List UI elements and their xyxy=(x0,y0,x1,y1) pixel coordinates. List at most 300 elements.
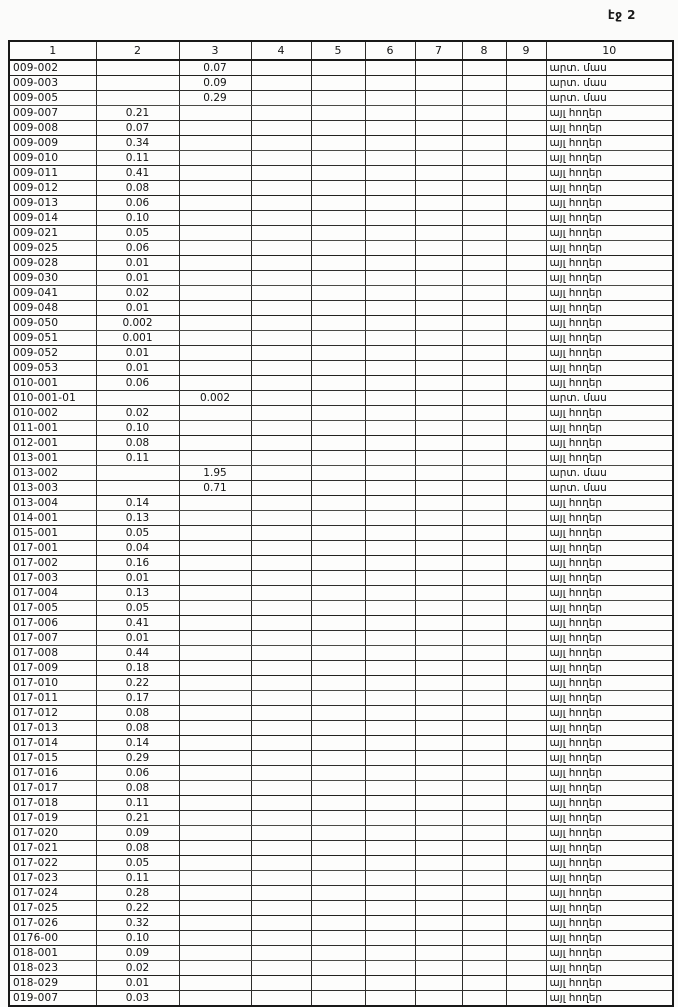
empty-cell xyxy=(311,706,365,721)
empty-cell xyxy=(415,961,462,976)
empty-cell xyxy=(251,166,311,181)
parcel-code-cell: 009-053 xyxy=(9,361,96,376)
value-col3-cell xyxy=(179,556,251,571)
value-col3-cell xyxy=(179,631,251,646)
empty-cell xyxy=(251,781,311,796)
land-type-cell: այլ հողեր xyxy=(546,241,673,256)
empty-cell xyxy=(462,571,506,586)
value-col3-cell xyxy=(179,721,251,736)
empty-cell xyxy=(365,661,415,676)
land-type-cell: այլ հողեր xyxy=(546,271,673,286)
empty-cell xyxy=(415,331,462,346)
empty-cell xyxy=(462,661,506,676)
empty-cell xyxy=(506,391,546,406)
value-col3-cell xyxy=(179,826,251,841)
value-col3-cell xyxy=(179,616,251,631)
empty-cell xyxy=(251,60,311,76)
empty-cell xyxy=(415,586,462,601)
empty-cell xyxy=(365,121,415,136)
parcel-code-cell: 012-001 xyxy=(9,436,96,451)
land-type-cell: այլ հողեր xyxy=(546,121,673,136)
value-col3-cell xyxy=(179,691,251,706)
value-col3-cell xyxy=(179,121,251,136)
empty-cell xyxy=(311,331,365,346)
empty-cell xyxy=(251,811,311,826)
value-col2-cell: 0.01 xyxy=(96,271,179,286)
column-header-7: 7 xyxy=(415,41,462,60)
land-type-cell: այլ հողեր xyxy=(546,796,673,811)
land-type-cell: այլ հողեր xyxy=(546,781,673,796)
parcel-code-cell: 009-048 xyxy=(9,301,96,316)
empty-cell xyxy=(311,271,365,286)
empty-cell xyxy=(365,586,415,601)
land-type-cell: այլ հողեր xyxy=(546,691,673,706)
land-type-cell: այլ հողեր xyxy=(546,136,673,151)
empty-cell xyxy=(506,196,546,211)
empty-cell xyxy=(311,466,365,481)
empty-cell xyxy=(415,361,462,376)
parcel-code-cell: 017-019 xyxy=(9,811,96,826)
empty-cell xyxy=(311,781,365,796)
empty-cell xyxy=(365,826,415,841)
parcel-code-cell: 009-009 xyxy=(9,136,96,151)
empty-cell xyxy=(311,931,365,946)
land-type-cell: այլ հողեր xyxy=(546,871,673,886)
empty-cell xyxy=(462,616,506,631)
empty-cell xyxy=(311,826,365,841)
empty-cell xyxy=(311,856,365,871)
value-col3-cell xyxy=(179,571,251,586)
empty-cell xyxy=(415,706,462,721)
parcel-code-cell: 017-014 xyxy=(9,736,96,751)
empty-cell xyxy=(506,841,546,856)
empty-cell xyxy=(506,616,546,631)
value-col2-cell: 0.10 xyxy=(96,931,179,946)
empty-cell xyxy=(462,511,506,526)
empty-cell xyxy=(251,211,311,226)
value-col3-cell xyxy=(179,706,251,721)
empty-cell xyxy=(415,571,462,586)
empty-cell xyxy=(506,346,546,361)
table-row xyxy=(9,151,673,166)
table-row xyxy=(9,601,673,616)
empty-cell xyxy=(415,811,462,826)
empty-cell xyxy=(506,526,546,541)
land-type-cell: արտ. մաս xyxy=(546,76,673,91)
table-row xyxy=(9,181,673,196)
empty-cell xyxy=(251,901,311,916)
empty-cell xyxy=(462,706,506,721)
empty-cell xyxy=(251,361,311,376)
parcel-code-cell: 009-021 xyxy=(9,226,96,241)
land-type-cell: այլ հողեր xyxy=(546,616,673,631)
empty-cell xyxy=(462,541,506,556)
empty-cell xyxy=(311,346,365,361)
empty-cell xyxy=(415,886,462,901)
land-type-cell: այլ հողեր xyxy=(546,556,673,571)
empty-cell xyxy=(365,646,415,661)
empty-cell xyxy=(311,436,365,451)
empty-cell xyxy=(415,856,462,871)
empty-cell xyxy=(415,931,462,946)
land-type-cell: այլ հողեր xyxy=(546,406,673,421)
empty-cell xyxy=(311,991,365,1007)
land-type-cell: այլ հողեր xyxy=(546,211,673,226)
column-header-6: 6 xyxy=(365,41,415,60)
table-row xyxy=(9,781,673,796)
empty-cell xyxy=(415,60,462,76)
value-col2-cell: 0.08 xyxy=(96,436,179,451)
land-type-cell: այլ հողեր xyxy=(546,331,673,346)
parcel-code-cell: 017-022 xyxy=(9,856,96,871)
parcel-code-cell: 017-025 xyxy=(9,901,96,916)
empty-cell xyxy=(311,406,365,421)
land-type-cell: այլ հողեր xyxy=(546,841,673,856)
table-row xyxy=(9,736,673,751)
empty-cell xyxy=(365,556,415,571)
value-col3-cell xyxy=(179,781,251,796)
parcel-code-cell: 009-013 xyxy=(9,196,96,211)
empty-cell xyxy=(462,991,506,1007)
empty-cell xyxy=(415,556,462,571)
empty-cell xyxy=(506,961,546,976)
empty-cell xyxy=(415,541,462,556)
empty-cell xyxy=(365,181,415,196)
parcel-code-cell: 010-001-01 xyxy=(9,391,96,406)
empty-cell xyxy=(251,826,311,841)
value-col2-cell xyxy=(96,60,179,76)
value-col2-cell: 0.05 xyxy=(96,601,179,616)
empty-cell xyxy=(415,691,462,706)
parcel-code-cell: 017-001 xyxy=(9,541,96,556)
empty-cell xyxy=(462,451,506,466)
empty-cell xyxy=(415,256,462,271)
empty-cell xyxy=(311,136,365,151)
parcel-code-cell: 017-017 xyxy=(9,781,96,796)
empty-cell xyxy=(251,946,311,961)
empty-cell xyxy=(506,481,546,496)
empty-cell xyxy=(365,781,415,796)
column-header-8: 8 xyxy=(462,41,506,60)
land-type-cell: այլ հողեր xyxy=(546,376,673,391)
empty-cell xyxy=(251,631,311,646)
empty-cell xyxy=(506,676,546,691)
empty-cell xyxy=(415,946,462,961)
land-type-cell: այլ հողեր xyxy=(546,901,673,916)
empty-cell xyxy=(415,526,462,541)
table-row xyxy=(9,60,673,76)
empty-cell xyxy=(462,556,506,571)
empty-cell xyxy=(311,916,365,931)
land-type-cell: այլ հողեր xyxy=(546,586,673,601)
parcel-code-cell: 017-003 xyxy=(9,571,96,586)
value-col2-cell: 0.11 xyxy=(96,796,179,811)
parcel-code-cell: 017-026 xyxy=(9,916,96,931)
empty-cell xyxy=(365,391,415,406)
empty-cell xyxy=(462,496,506,511)
empty-cell xyxy=(365,451,415,466)
table-row xyxy=(9,871,673,886)
value-col2-cell xyxy=(96,391,179,406)
value-col2-cell: 0.10 xyxy=(96,211,179,226)
empty-cell xyxy=(462,811,506,826)
empty-cell xyxy=(506,691,546,706)
empty-cell xyxy=(365,421,415,436)
empty-cell xyxy=(311,301,365,316)
value-col2-cell: 0.08 xyxy=(96,181,179,196)
empty-cell xyxy=(251,241,311,256)
empty-cell xyxy=(415,166,462,181)
empty-cell xyxy=(311,751,365,766)
empty-cell xyxy=(251,601,311,616)
empty-cell xyxy=(251,796,311,811)
empty-cell xyxy=(506,256,546,271)
empty-cell xyxy=(506,931,546,946)
empty-cell xyxy=(506,166,546,181)
empty-cell xyxy=(365,436,415,451)
value-col3-cell xyxy=(179,151,251,166)
empty-cell xyxy=(311,946,365,961)
value-col2-cell: 0.08 xyxy=(96,721,179,736)
table-row xyxy=(9,511,673,526)
empty-cell xyxy=(251,841,311,856)
table-row xyxy=(9,166,673,181)
empty-cell xyxy=(506,376,546,391)
land-type-cell: այլ հողեր xyxy=(546,751,673,766)
land-type-cell: այլ հողեր xyxy=(546,106,673,121)
value-col3-cell xyxy=(179,226,251,241)
value-col2-cell: 0.11 xyxy=(96,871,179,886)
table-row xyxy=(9,556,673,571)
empty-cell xyxy=(415,91,462,106)
parcel-code-cell: 009-050 xyxy=(9,316,96,331)
empty-cell xyxy=(365,931,415,946)
empty-cell xyxy=(462,211,506,226)
empty-cell xyxy=(251,976,311,991)
empty-cell xyxy=(415,181,462,196)
empty-cell xyxy=(365,571,415,586)
value-col2-cell: 0.06 xyxy=(96,196,179,211)
empty-cell xyxy=(251,406,311,421)
value-col3-cell xyxy=(179,316,251,331)
land-type-cell: այլ հողեր xyxy=(546,976,673,991)
empty-cell xyxy=(251,511,311,526)
table-row xyxy=(9,376,673,391)
value-col2-cell xyxy=(96,91,179,106)
land-type-cell: այլ հողեր xyxy=(546,571,673,586)
table-row xyxy=(9,991,673,1007)
land-type-cell: այլ հողեր xyxy=(546,676,673,691)
empty-cell xyxy=(462,586,506,601)
land-type-cell: այլ հողեր xyxy=(546,436,673,451)
parcel-code-cell: 009-008 xyxy=(9,121,96,136)
value-col2-cell xyxy=(96,76,179,91)
empty-cell xyxy=(311,661,365,676)
empty-cell xyxy=(251,991,311,1007)
empty-cell xyxy=(462,76,506,91)
parcel-code-cell: 017-010 xyxy=(9,676,96,691)
value-col2-cell: 0.08 xyxy=(96,706,179,721)
land-type-cell: այլ հողեր xyxy=(546,991,673,1007)
empty-cell xyxy=(415,376,462,391)
empty-cell xyxy=(415,316,462,331)
land-type-cell: այլ հողեր xyxy=(546,661,673,676)
parcel-code-cell: 017-011 xyxy=(9,691,96,706)
land-parcel-table xyxy=(8,40,674,1007)
empty-cell xyxy=(251,886,311,901)
empty-cell xyxy=(462,736,506,751)
empty-cell xyxy=(365,991,415,1007)
empty-cell xyxy=(365,871,415,886)
value-col3-cell xyxy=(179,451,251,466)
table-row xyxy=(9,676,673,691)
land-type-cell: այլ հողեր xyxy=(546,346,673,361)
empty-cell xyxy=(462,676,506,691)
parcel-code-cell: 017-020 xyxy=(9,826,96,841)
empty-cell xyxy=(415,421,462,436)
empty-cell xyxy=(415,676,462,691)
empty-cell xyxy=(506,586,546,601)
empty-cell xyxy=(365,496,415,511)
empty-cell xyxy=(311,646,365,661)
table-row xyxy=(9,571,673,586)
parcel-code-cell: 017-007 xyxy=(9,631,96,646)
empty-cell xyxy=(251,961,311,976)
empty-cell xyxy=(251,91,311,106)
value-col2-cell: 0.17 xyxy=(96,691,179,706)
land-type-cell: այլ հողեր xyxy=(546,256,673,271)
value-col3-cell xyxy=(179,256,251,271)
empty-cell xyxy=(462,60,506,76)
empty-cell xyxy=(506,406,546,421)
land-type-cell: այլ հողեր xyxy=(546,706,673,721)
parcel-code-cell: 017-015 xyxy=(9,751,96,766)
table-row xyxy=(9,961,673,976)
value-col3-cell xyxy=(179,526,251,541)
empty-cell xyxy=(311,376,365,391)
empty-cell xyxy=(365,511,415,526)
empty-cell xyxy=(365,271,415,286)
value-col2-cell: 0.002 xyxy=(96,316,179,331)
empty-cell xyxy=(506,136,546,151)
empty-cell xyxy=(311,226,365,241)
empty-cell xyxy=(506,331,546,346)
value-col3-cell: 0.07 xyxy=(179,60,251,76)
value-col2-cell: 0.07 xyxy=(96,121,179,136)
value-col3-cell xyxy=(179,601,251,616)
value-col2-cell: 0.14 xyxy=(96,496,179,511)
parcel-code-cell: 009-014 xyxy=(9,211,96,226)
parcel-code-cell: 011-001 xyxy=(9,421,96,436)
empty-cell xyxy=(251,316,311,331)
empty-cell xyxy=(311,76,365,91)
parcel-code-cell: 0176-00 xyxy=(9,931,96,946)
empty-cell xyxy=(251,691,311,706)
land-type-cell: այլ հողեր xyxy=(546,826,673,841)
value-col2-cell: 0.01 xyxy=(96,571,179,586)
empty-cell xyxy=(462,481,506,496)
value-col2-cell: 0.05 xyxy=(96,526,179,541)
empty-cell xyxy=(251,286,311,301)
value-col3-cell xyxy=(179,856,251,871)
value-col3-cell xyxy=(179,196,251,211)
empty-cell xyxy=(365,961,415,976)
empty-cell xyxy=(506,781,546,796)
value-col2-cell: 0.09 xyxy=(96,826,179,841)
table-row xyxy=(9,841,673,856)
empty-cell xyxy=(506,946,546,961)
table-row xyxy=(9,331,673,346)
parcel-code-cell: 017-021 xyxy=(9,841,96,856)
empty-cell xyxy=(462,391,506,406)
empty-cell xyxy=(365,106,415,121)
empty-cell xyxy=(251,466,311,481)
empty-cell xyxy=(311,316,365,331)
empty-cell xyxy=(506,316,546,331)
value-col2-cell: 0.41 xyxy=(96,616,179,631)
table-row xyxy=(9,421,673,436)
parcel-code-cell: 009-041 xyxy=(9,286,96,301)
land-type-cell: այլ հողեր xyxy=(546,421,673,436)
empty-cell xyxy=(311,241,365,256)
empty-cell xyxy=(311,211,365,226)
table-row xyxy=(9,406,673,421)
empty-cell xyxy=(311,811,365,826)
empty-cell xyxy=(415,196,462,211)
land-type-cell: այլ հողեր xyxy=(546,736,673,751)
parcel-code-cell: 009-007 xyxy=(9,106,96,121)
table-row xyxy=(9,811,673,826)
empty-cell xyxy=(415,106,462,121)
land-type-cell: այլ հողեր xyxy=(546,316,673,331)
header-row xyxy=(9,41,673,60)
empty-cell xyxy=(311,421,365,436)
table-row xyxy=(9,121,673,136)
empty-cell xyxy=(415,631,462,646)
empty-cell xyxy=(251,736,311,751)
value-col3-cell xyxy=(179,346,251,361)
empty-cell xyxy=(506,871,546,886)
empty-cell xyxy=(462,91,506,106)
empty-cell xyxy=(506,901,546,916)
value-col2-cell: 0.14 xyxy=(96,736,179,751)
empty-cell xyxy=(415,616,462,631)
empty-cell xyxy=(415,871,462,886)
empty-cell xyxy=(462,421,506,436)
empty-cell xyxy=(506,181,546,196)
value-col2-cell: 0.41 xyxy=(96,166,179,181)
empty-cell xyxy=(365,481,415,496)
empty-cell xyxy=(415,841,462,856)
empty-cell xyxy=(365,976,415,991)
value-col3-cell xyxy=(179,661,251,676)
empty-cell xyxy=(506,106,546,121)
empty-cell xyxy=(506,826,546,841)
empty-cell xyxy=(251,226,311,241)
value-col2-cell xyxy=(96,481,179,496)
empty-cell xyxy=(365,211,415,226)
value-col3-cell xyxy=(179,796,251,811)
table-row xyxy=(9,256,673,271)
value-col3-cell xyxy=(179,976,251,991)
value-col2-cell: 0.06 xyxy=(96,376,179,391)
empty-cell xyxy=(462,406,506,421)
empty-cell xyxy=(506,736,546,751)
empty-cell xyxy=(365,886,415,901)
value-col2-cell: 0.18 xyxy=(96,661,179,676)
parcel-code-cell: 014-001 xyxy=(9,511,96,526)
empty-cell xyxy=(462,796,506,811)
